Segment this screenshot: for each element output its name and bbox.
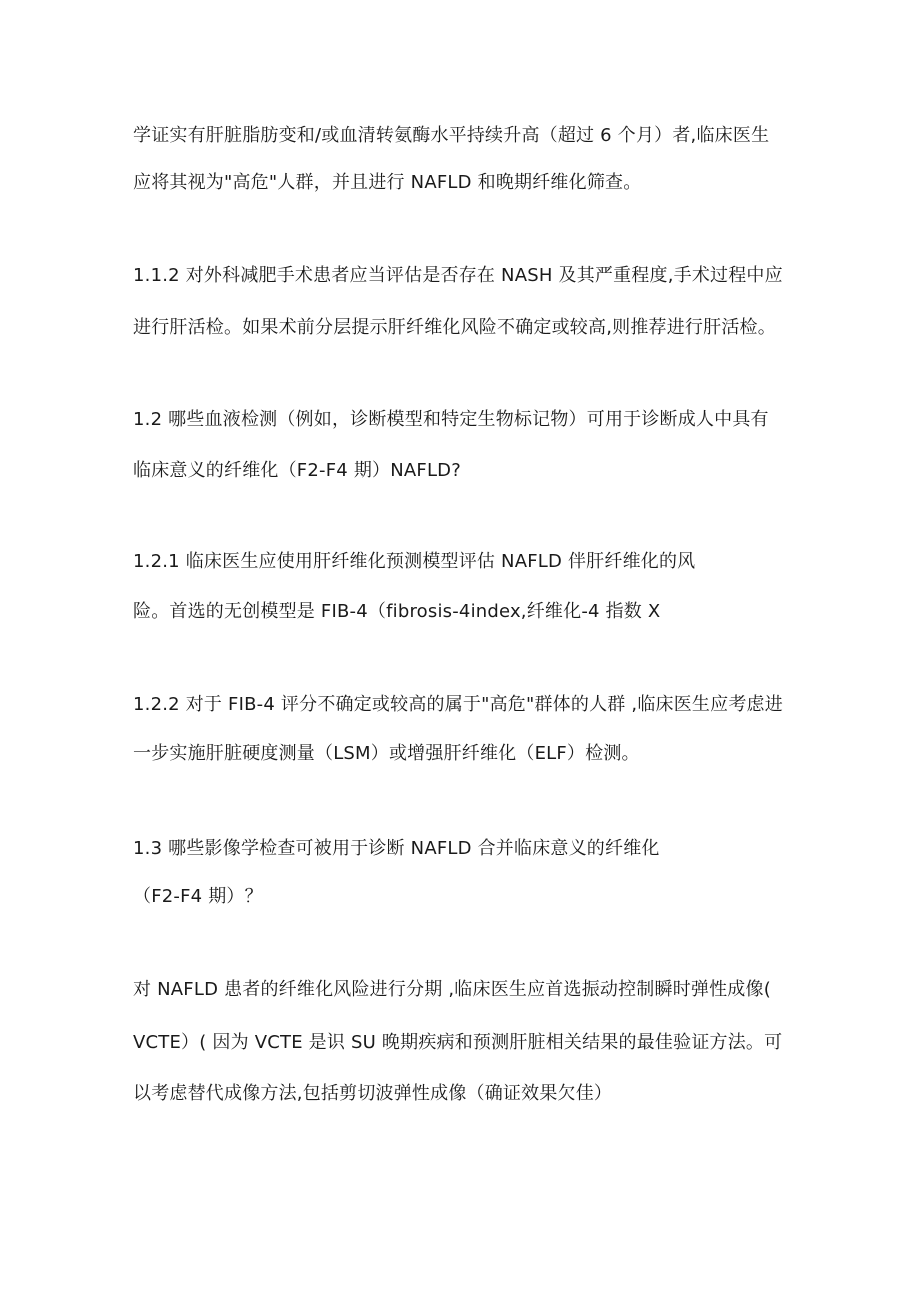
text-line: 对 NAFLD 患者的纤维化风险进行分期 ,临床医生应首选振动控制瞬时弹性成像(	[133, 979, 771, 1000]
text-line: 学证实有肝脏脂肪变和/或血清转氨酶水平持续升高（超过 6 个月）者,临床医生	[133, 125, 770, 146]
text-line: 1.2.1 临床医生应使用肝纤维化预测模型评估 NAFLD 伴肝纤维化的风	[133, 551, 696, 572]
text-line: 应将其视为"高危"人群，并且进行 NAFLD 和晚期纤维化筛查。	[133, 172, 642, 193]
text-line: 一步实施肝脏硬度测量（LSM）或增强肝纤维化（ELF）检测。	[133, 743, 640, 764]
text-line: VCTE）( 因为 VCTE 是识 SU 晚期疾病和预测肝脏相关结果的最佳验证方法。可	[133, 1032, 783, 1053]
text-line: 以考虑替代成像方法,包括剪切波弹性成像（确证效果欠佳）	[133, 1083, 613, 1104]
text-line: 1.1.2 对外科减肥手术患者应当评估是否存在 NASH 及其严重程度,手术过程中应	[133, 265, 783, 286]
text-line: 临床意义的纤维化（F2-F4 期）NAFLD?	[133, 460, 462, 481]
text-line: 险。首选的无创模型是 FIB-4（fibrosis-4index,纤维化-4 指数 X	[133, 601, 661, 622]
text-line: 进行肝活检。如果术前分层提示肝纤维化风险不确定或较高,则推荐进行肝活检。	[133, 317, 776, 338]
text-line: 1.3 哪些影像学检查可被用于诊断 NAFLD 合并临床意义的纤维化	[133, 838, 660, 859]
text-line: （F2-F4 期）？	[133, 886, 263, 907]
text-line: 1.2.2 对于 FIB-4 评分不确定或较高的属于"高危"群体的人群 ,临床医生应考虑进	[133, 694, 783, 715]
text-line: 1.2 哪些血液检测（例如，诊断模型和特定生物标记物）可用于诊断成人中具有	[133, 409, 769, 430]
